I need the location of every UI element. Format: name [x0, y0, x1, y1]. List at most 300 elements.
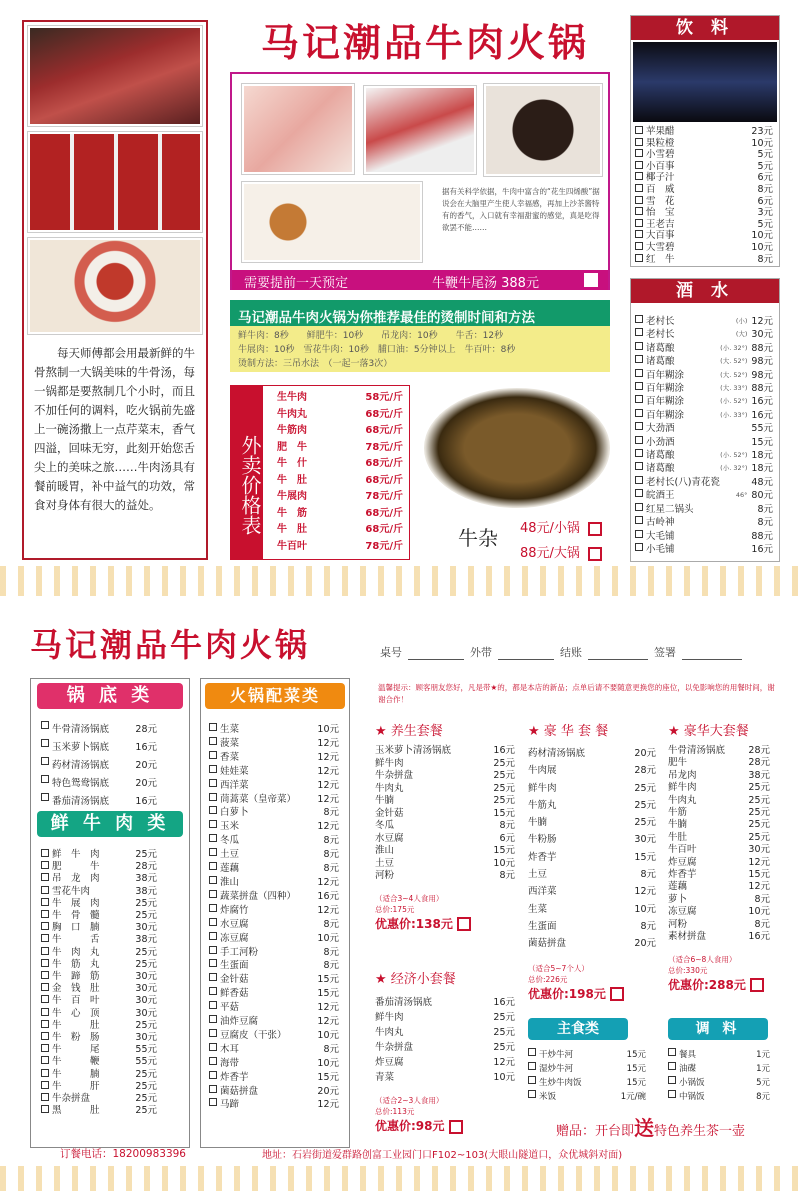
menu-row[interactable] — [635, 476, 773, 489]
order-checkbox[interactable] — [41, 886, 49, 894]
order-checkbox[interactable] — [528, 1076, 536, 1084]
order-checkbox[interactable] — [635, 138, 643, 146]
order-checkbox[interactable] — [209, 904, 217, 912]
order-checkbox[interactable] — [209, 834, 217, 842]
menu-row[interactable] — [635, 315, 773, 328]
menu-row[interactable] — [375, 758, 515, 771]
order-checkbox[interactable] — [209, 820, 217, 828]
menu-row[interactable] — [41, 1081, 157, 1093]
item-price: 8元 — [754, 893, 770, 905]
menu-row[interactable] — [635, 503, 773, 516]
order-checkbox[interactable] — [209, 848, 217, 856]
menu-row[interactable] — [209, 1001, 339, 1015]
order-checkbox[interactable] — [41, 910, 49, 918]
recommend-line: 鲜牛肉：8秒 鲜肥牛：10秒 吊龙肉：10秒 牛舌：12秒 — [238, 331, 504, 341]
set-econ-title-text: 经济小套餐 — [390, 972, 456, 987]
order-checkbox[interactable] — [635, 382, 643, 390]
order-checkbox[interactable] — [41, 1020, 49, 1028]
order-checkbox[interactable] — [41, 947, 49, 955]
gift-line — [556, 1112, 745, 1141]
menu-row[interactable] — [528, 1076, 646, 1090]
menu-row[interactable] — [209, 1043, 339, 1057]
order-checkbox[interactable] — [41, 971, 49, 979]
order-checkbox[interactable] — [635, 149, 643, 157]
item-price: 18元 — [751, 450, 773, 462]
menu-row[interactable] — [668, 857, 770, 869]
order-checkbox[interactable] — [209, 765, 217, 773]
order-checkbox[interactable] — [209, 876, 217, 884]
menu-row[interactable] — [668, 795, 770, 807]
menu-row[interactable] — [209, 890, 339, 904]
form-sign-field[interactable] — [682, 644, 742, 660]
order-checkbox[interactable] — [209, 918, 217, 926]
menu-row[interactable] — [41, 775, 157, 793]
item-price: 38元 — [135, 934, 157, 946]
menu-row[interactable] — [41, 1020, 157, 1032]
menu-row[interactable] — [635, 230, 773, 242]
order-checkbox[interactable] — [635, 207, 643, 215]
menu-row[interactable] — [635, 184, 773, 196]
menu-row[interactable] — [375, 833, 515, 846]
menu-row[interactable] — [668, 745, 770, 757]
menu-row[interactable] — [635, 207, 773, 219]
menu-row[interactable] — [209, 834, 339, 848]
menu-row[interactable] — [375, 1010, 515, 1025]
menu-row[interactable] — [41, 861, 157, 873]
menu-row[interactable] — [375, 845, 515, 858]
item-price: 16元 — [751, 396, 773, 408]
menu-row[interactable] — [209, 779, 339, 793]
menu-row[interactable] — [635, 254, 773, 266]
menu-row[interactable] — [528, 901, 656, 918]
order-checkbox[interactable] — [209, 723, 217, 731]
order-checkbox[interactable] — [209, 959, 217, 967]
item-price: 20元 — [135, 760, 157, 771]
menu-row[interactable] — [209, 765, 339, 779]
menu-row[interactable] — [668, 881, 770, 893]
preorder-label: 需要提前一天预定 — [244, 276, 349, 291]
order-checkbox[interactable] — [635, 342, 643, 350]
menu-row[interactable] — [41, 721, 157, 739]
order-checkbox[interactable] — [635, 161, 643, 169]
menu-row[interactable] — [375, 870, 515, 883]
menu-row[interactable] — [41, 971, 157, 983]
menu-row[interactable] — [635, 382, 773, 395]
menu-row[interactable] — [375, 770, 515, 783]
menu-row[interactable] — [668, 919, 770, 931]
menu-row[interactable] — [375, 995, 515, 1010]
recommend-title: 马记潮品牛肉火锅为你推荐最佳的烫制时间和方法 — [238, 310, 535, 326]
order-checkbox[interactable] — [41, 934, 49, 942]
menu-row[interactable] — [41, 898, 157, 910]
menu-row[interactable] — [635, 516, 773, 529]
menu-row[interactable] — [528, 849, 656, 866]
item-name: 雪 花 — [646, 195, 675, 207]
order-checkbox[interactable] — [528, 1090, 536, 1098]
order-checkbox[interactable] — [635, 395, 643, 403]
menu-row[interactable] — [209, 793, 339, 807]
item-name: 药材清汤锅底 — [52, 760, 110, 771]
menu-row[interactable] — [668, 757, 770, 769]
menu-row[interactable] — [635, 172, 773, 184]
menu-row[interactable] — [635, 409, 773, 422]
item-price: 88元 — [751, 383, 773, 395]
menu-row[interactable] — [41, 1008, 157, 1020]
menu-row[interactable] — [375, 1070, 515, 1085]
order-checkbox[interactable] — [41, 1008, 49, 1016]
order-checkbox[interactable] — [635, 126, 643, 134]
order-checkbox[interactable] — [635, 476, 643, 484]
order-checkbox[interactable] — [41, 849, 49, 857]
menu-row[interactable] — [668, 906, 770, 918]
item-name: 菌菇拼盘 — [528, 938, 567, 950]
order-checkbox[interactable] — [209, 1098, 217, 1106]
menu-row[interactable] — [209, 973, 339, 987]
item-price: 10元 — [748, 906, 770, 918]
order-checkbox[interactable] — [635, 172, 643, 180]
order-checkbox[interactable] — [635, 196, 643, 204]
menu-row[interactable] — [277, 390, 403, 407]
form-takeout-label: 外带 — [470, 646, 492, 659]
order-checkbox[interactable] — [635, 219, 643, 227]
order-checkbox[interactable] — [41, 959, 49, 967]
order-checkbox[interactable] — [41, 1105, 49, 1113]
menu-row[interactable] — [635, 462, 773, 475]
order-checkbox[interactable] — [209, 751, 217, 759]
order-checkbox[interactable] — [635, 503, 643, 511]
menu-row[interactable] — [277, 423, 403, 440]
menu-row[interactable] — [528, 831, 656, 848]
item-name: 牛 粉 肠 — [52, 1032, 100, 1044]
set-lux-checkbox[interactable] — [610, 987, 624, 1001]
order-checkbox[interactable] — [209, 987, 217, 995]
order-checkbox[interactable] — [209, 862, 217, 870]
menu-row[interactable] — [209, 876, 339, 890]
item-name: 鲜 牛 肉 — [52, 849, 100, 860]
order-checkbox[interactable] — [635, 254, 643, 262]
menu-row[interactable] — [41, 849, 157, 861]
order-checkbox[interactable] — [635, 184, 643, 192]
menu-row[interactable] — [668, 1090, 770, 1104]
menu-row[interactable] — [277, 539, 403, 556]
order-checkbox[interactable] — [635, 355, 643, 363]
menu-row[interactable] — [41, 995, 157, 1007]
item-price: 30元 — [748, 844, 770, 856]
menu-row[interactable] — [528, 762, 656, 779]
menu-row[interactable] — [41, 922, 157, 934]
menu-row[interactable] — [277, 522, 403, 539]
intro-text: 每天师傅都会用最新鲜的牛骨熬制一大锅美味的牛骨汤，每一锅都是要熬制几个小时，而且不加任何的调料，吃火锅前先盛上一碗汤撒上一点芹菜末，香气四溢，回味无穷，此刻开始您舌尖上的美味之旅……牛肉汤具有餐前暖胃，补中益气的功效，常食对身体有很大的益处。 — [34, 346, 195, 512]
order-checkbox[interactable] — [635, 409, 643, 417]
menu-row[interactable] — [375, 808, 515, 821]
item-name: 土豆 — [375, 857, 395, 869]
item-price: 25元 — [748, 782, 770, 794]
item-note: (大. 52°) — [720, 357, 748, 366]
form-takeout-field[interactable] — [498, 644, 554, 660]
order-checkbox[interactable] — [635, 530, 643, 538]
menu-row[interactable] — [41, 983, 157, 995]
menu-row[interactable] — [209, 1098, 339, 1112]
menu-row[interactable] — [375, 1055, 515, 1070]
menu-row[interactable] — [528, 780, 656, 797]
order-checkbox[interactable] — [209, 1043, 217, 1051]
order-checkbox[interactable] — [635, 422, 643, 430]
menu-row[interactable] — [635, 449, 773, 462]
order-checkbox[interactable] — [41, 873, 49, 881]
item-price: 15元 — [751, 436, 773, 448]
order-checkbox[interactable] — [635, 436, 643, 444]
order-checkbox[interactable] — [209, 1085, 217, 1093]
menu-row[interactable] — [635, 126, 773, 138]
order-checkbox[interactable] — [635, 328, 643, 336]
order-checkbox[interactable] — [41, 1044, 49, 1052]
menu-row[interactable] — [209, 723, 339, 737]
order-checkbox[interactable] — [41, 1093, 49, 1101]
item-name: 金 钱 肚 — [52, 983, 100, 995]
menu-row[interactable] — [668, 782, 770, 794]
order-checkbox[interactable] — [41, 995, 49, 1003]
menu-row[interactable] — [41, 1044, 157, 1056]
menu-row[interactable] — [635, 355, 773, 368]
menu-row[interactable] — [528, 866, 656, 883]
menu-row[interactable] — [635, 369, 773, 382]
menu-row[interactable] — [528, 883, 656, 900]
order-checkbox[interactable] — [635, 230, 643, 238]
order-checkbox[interactable] — [635, 449, 643, 457]
menu-row[interactable] — [635, 530, 773, 543]
menu-row[interactable] — [277, 407, 403, 424]
order-checkbox[interactable] — [668, 1062, 676, 1070]
order-checkbox[interactable] — [41, 793, 49, 801]
menu-row[interactable] — [635, 138, 773, 150]
menu-row[interactable] — [528, 1048, 646, 1062]
order-checkbox[interactable] — [209, 946, 217, 954]
menu-row[interactable] — [209, 946, 339, 960]
order-checkbox[interactable] — [209, 806, 217, 814]
menu-row[interactable] — [375, 1040, 515, 1055]
item-price: 12元 — [317, 765, 339, 777]
item-price: 6元 — [757, 172, 773, 184]
order-checkbox[interactable] — [635, 543, 643, 551]
menu-row[interactable] — [668, 807, 770, 819]
menu-row[interactable] — [41, 1069, 157, 1081]
menu-row[interactable] — [209, 1071, 339, 1085]
menu-row[interactable] — [375, 858, 515, 871]
menu-row[interactable] — [528, 1090, 646, 1104]
menu-row[interactable] — [209, 987, 339, 1001]
menu-row[interactable] — [668, 931, 770, 943]
menu-row[interactable] — [668, 1048, 770, 1062]
order-checkbox[interactable] — [668, 1048, 676, 1056]
item-name: 米饭 — [539, 1092, 557, 1102]
menu-row[interactable] — [41, 1105, 157, 1117]
order-checkbox[interactable] — [41, 898, 49, 906]
menu-row[interactable] — [635, 328, 773, 341]
menu-row[interactable] — [635, 422, 773, 435]
set-health-checkbox[interactable] — [457, 917, 471, 931]
item-name: 素材拼盘 — [668, 931, 707, 943]
order-checkbox[interactable] — [41, 757, 49, 765]
menu-row[interactable] — [41, 1093, 157, 1105]
order-checkbox[interactable] — [41, 983, 49, 991]
item-name: 小毛铺 — [646, 543, 675, 555]
order-checkbox[interactable] — [41, 1069, 49, 1077]
menu-row[interactable] — [668, 1076, 770, 1090]
order-checkbox[interactable] — [635, 315, 643, 323]
menu-row[interactable] — [375, 1025, 515, 1040]
order-checkbox[interactable] — [635, 462, 643, 470]
order-checkbox[interactable] — [668, 1090, 676, 1098]
order-checkbox[interactable] — [41, 775, 49, 783]
menu-row[interactable] — [668, 844, 770, 856]
item-price: 12元 — [317, 751, 339, 763]
order-checkbox[interactable] — [528, 1062, 536, 1070]
item-price: 12元 — [317, 904, 339, 916]
niuza-small-checkbox[interactable] — [588, 522, 602, 536]
menu-row[interactable] — [375, 783, 515, 796]
order-checkbox[interactable] — [209, 932, 217, 940]
menu-row[interactable] — [209, 918, 339, 932]
menu-row[interactable] — [635, 242, 773, 254]
order-checkbox[interactable] — [41, 922, 49, 930]
menu-row[interactable] — [209, 806, 339, 820]
menu-row[interactable] — [277, 440, 403, 457]
preorder-checkbox[interactable] — [584, 273, 598, 287]
menu-row[interactable] — [635, 149, 773, 161]
menu-row[interactable] — [635, 161, 773, 173]
menu-row[interactable] — [528, 814, 656, 831]
set-econ-checkbox[interactable] — [449, 1120, 463, 1134]
menu-row[interactable] — [635, 436, 773, 449]
oxtail-photo — [364, 86, 476, 174]
order-checkbox[interactable] — [209, 1001, 217, 1009]
item-price: 16元 — [751, 409, 773, 421]
menu-row[interactable] — [375, 745, 515, 758]
menu-row[interactable] — [41, 886, 157, 898]
menu-row[interactable] — [41, 910, 157, 922]
order-checkbox[interactable] — [635, 369, 643, 377]
menu-row[interactable] — [635, 543, 773, 556]
menu-row[interactable] — [41, 739, 157, 757]
order-checkbox[interactable] — [635, 242, 643, 250]
order-checkbox[interactable] — [209, 1071, 217, 1079]
menu-row[interactable] — [209, 1029, 339, 1043]
menu-row[interactable] — [41, 934, 157, 946]
order-checkbox[interactable] — [209, 779, 217, 787]
menu-row[interactable] — [668, 894, 770, 906]
order-checkbox[interactable] — [209, 1015, 217, 1023]
menu-row[interactable] — [209, 848, 339, 862]
menu-row[interactable] — [668, 770, 770, 782]
item-name: 吊龙肉 — [668, 769, 697, 781]
item-price: 8元 — [323, 863, 339, 875]
menu-row[interactable] — [41, 757, 157, 775]
form-table-label: 桌号 — [380, 646, 402, 659]
order-checkbox[interactable] — [668, 1076, 676, 1084]
menu-row[interactable] — [668, 1062, 770, 1076]
menu-row[interactable] — [277, 456, 403, 473]
niuza-large-checkbox[interactable] — [588, 547, 602, 561]
menu-row[interactable] — [41, 873, 157, 885]
menu-row[interactable] — [635, 342, 773, 355]
menu-row[interactable] — [635, 196, 773, 208]
menu-row[interactable] — [209, 904, 339, 918]
menu-row[interactable] — [41, 959, 157, 971]
menu-row[interactable] — [41, 947, 157, 959]
order-checkbox[interactable] — [41, 721, 49, 729]
order-checkbox[interactable] — [41, 861, 49, 869]
form-table-field[interactable] — [408, 644, 464, 660]
order-checkbox[interactable] — [209, 737, 217, 745]
item-price: 88元 — [751, 530, 773, 542]
menu-row[interactable] — [277, 506, 403, 523]
order-checkbox[interactable] — [635, 516, 643, 524]
menu-row[interactable] — [209, 751, 339, 765]
order-checkbox[interactable] — [635, 489, 643, 497]
set-econ-deal-text: 优惠价:98元 — [375, 1119, 445, 1133]
set-biglux-checkbox[interactable] — [750, 978, 764, 992]
item-name: 金针菇 — [220, 974, 249, 986]
menu-row[interactable] — [209, 737, 339, 751]
order-checkbox[interactable] — [41, 1032, 49, 1040]
order-checkbox[interactable] — [209, 1057, 217, 1065]
menu-row[interactable] — [209, 932, 339, 946]
menu-row[interactable] — [375, 820, 515, 833]
menu-row[interactable] — [668, 819, 770, 831]
item-price: 38元 — [748, 769, 770, 781]
menu-row[interactable] — [375, 795, 515, 808]
item-price: 68元/斤 — [365, 408, 403, 420]
order-checkbox[interactable] — [209, 1029, 217, 1037]
menu-row[interactable] — [41, 1056, 157, 1068]
menu-row[interactable] — [209, 1015, 339, 1029]
menu-row[interactable] — [635, 395, 773, 408]
menu-row[interactable] — [528, 745, 656, 762]
menu-row[interactable] — [668, 832, 770, 844]
menu-row[interactable] — [41, 793, 157, 811]
order-checkbox[interactable] — [41, 1056, 49, 1064]
order-checkbox[interactable] — [528, 1048, 536, 1056]
item-price: 5元 — [757, 149, 773, 161]
item-price: 68元/斤 — [365, 474, 403, 486]
menu-row[interactable] — [41, 1032, 157, 1044]
order-checkbox[interactable] — [41, 1081, 49, 1089]
menu-row[interactable] — [209, 1085, 339, 1099]
form-sign-label: 签署 — [654, 646, 676, 659]
item-name: 炸豆腐 — [375, 1057, 404, 1068]
order-checkbox[interactable] — [209, 973, 217, 981]
item-name: 马蹄 — [220, 1099, 240, 1111]
menu-row[interactable] — [528, 935, 656, 952]
menu-row[interactable] — [277, 473, 403, 490]
form-checkout-field[interactable] — [588, 644, 648, 660]
menu-row[interactable] — [635, 489, 773, 502]
menu-row[interactable] — [277, 489, 403, 506]
order-checkbox[interactable] — [209, 793, 217, 801]
menu-row[interactable] — [635, 219, 773, 231]
item-name: 淮山 — [220, 876, 240, 888]
menu-row[interactable] — [528, 918, 656, 935]
menu-row[interactable] — [209, 862, 339, 876]
menu-row[interactable] — [668, 869, 770, 881]
menu-row[interactable] — [528, 1062, 646, 1076]
menu-row[interactable] — [209, 820, 339, 834]
order-checkbox[interactable] — [209, 890, 217, 898]
menu-row[interactable] — [209, 959, 339, 973]
menu-row[interactable] — [209, 1057, 339, 1071]
menu-row[interactable] — [528, 797, 656, 814]
order-checkbox[interactable] — [41, 739, 49, 747]
